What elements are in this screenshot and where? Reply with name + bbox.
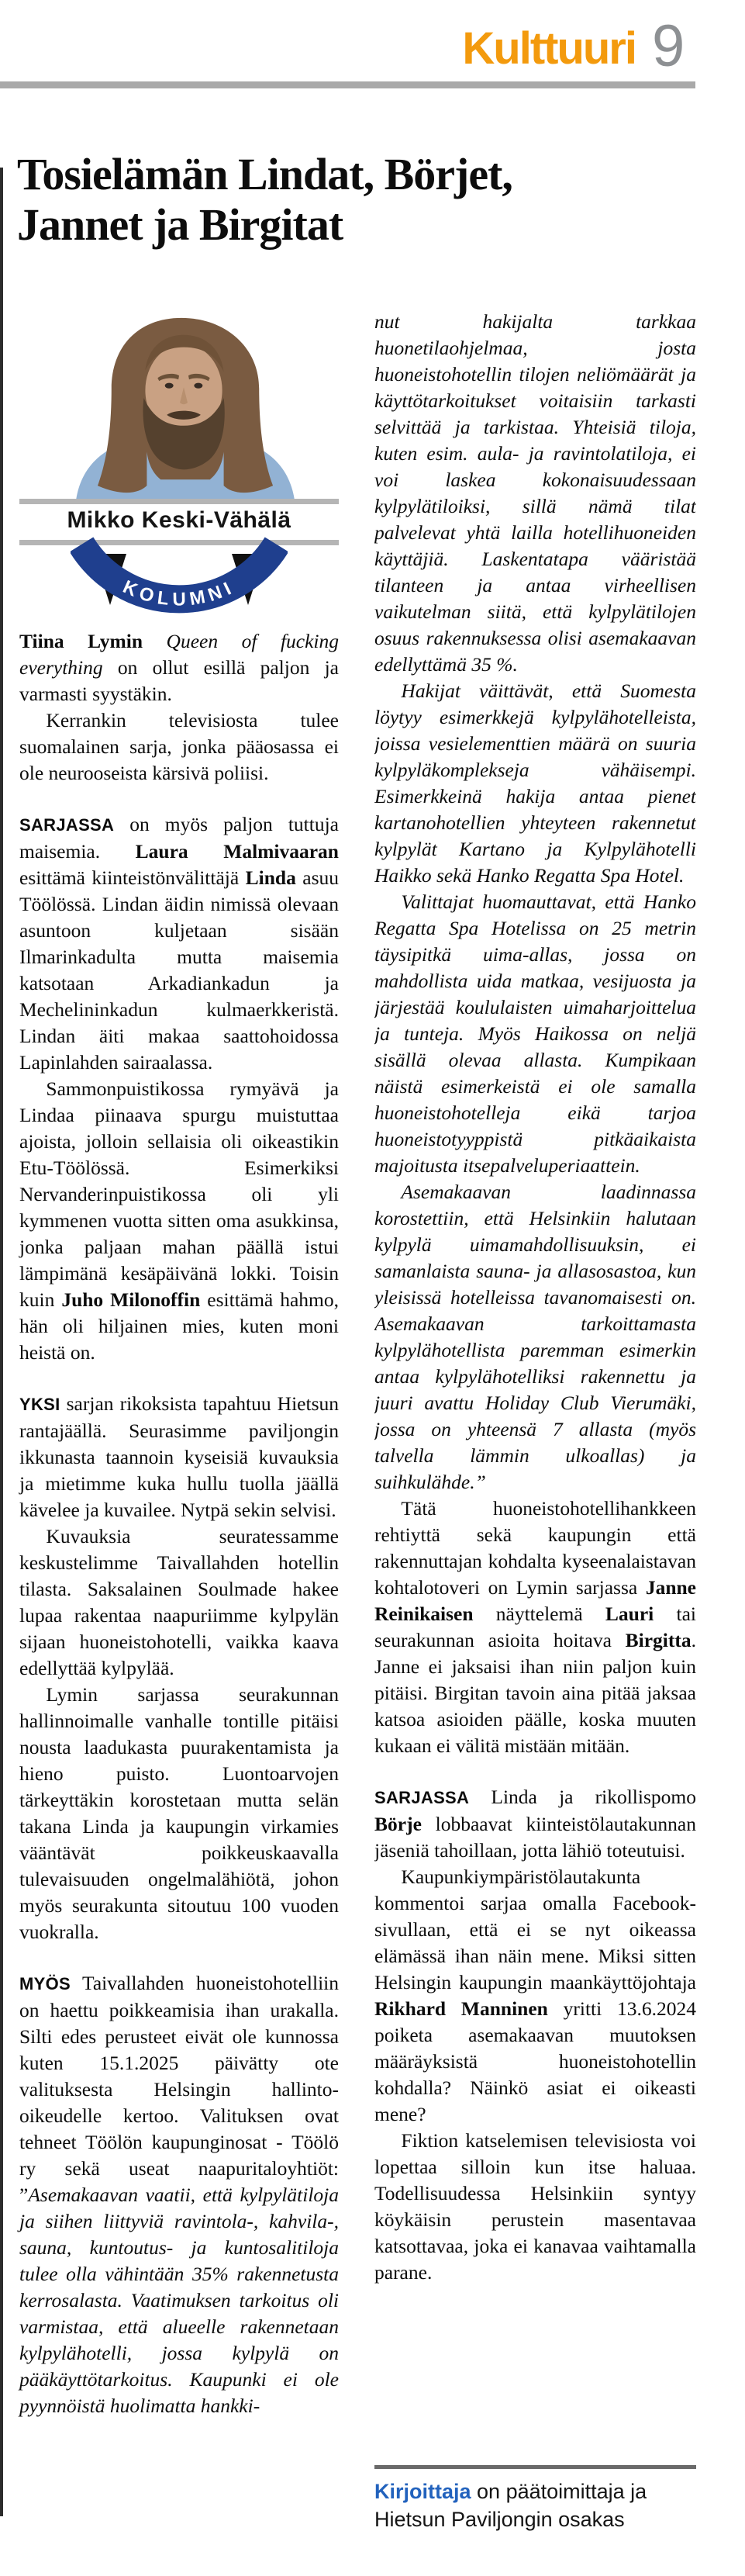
text-run: Hakijat väittävät, että Suomesta löytyy esimerkkejä kylpylähotelleista, joissa vesielementtien määrä on suuria kylpyläkomplekseja vähäisempi. Esimerkkeinä hakija antaa pienet kartanohotellien yhteyteen rakennetut kylpylät Kartano ja Kylpylähotelli Haikko sekä Hanko Regatta Spa Hotel. [374,679,696,887]
paragraph [374,678,696,889]
text-run: Taivallahden huoneistohotelliin on haettu poikkeamisia ihan urakalla. Silti edes perusteet eivät ole kunnossa kuten 15.1.2025 päivätty ote valituksesta Helsingin hallinto-oikeudelle kertoo. Valituksen ovat tehneet Töölön kaupunginosat - Töölö ry sekä useat naapuritaloyhtiöt: ” [19,1972,339,2206]
paragraph [374,1179,696,1495]
text-run: Valittajat huomauttavat, että Hanko Regatta Spa Hotelissa on 25 metrin täysipitkä uima-allas, jossa on mahdollista uida matkaa, vesijuosta ja järjestää koululaisten uimaharjoittelua ja tunteja. Myös Haikossa on neljä sisällä olevaa allasta. Kumpikaan näistä esimerkeistä ei ole samalla huoneistohotelleja eikä tarjoa huoneistotyyppistä pitkäaikaista majoitusta itsepalveluperiaattein. [374,890,696,1177]
header-rule [0,81,695,88]
body-column-left [19,628,339,2419]
lead-in: SARJASSA [374,1788,470,1807]
paragraph [19,1391,339,1523]
text-run: yritti 13.6.2024 poiketa asemakaavan muutoksen määräyksistä huoneistohotellin kohdalla? Näinkö asiat ei oikeasti mene? [374,1997,696,2125]
text-run: Queen of fucking everything [19,630,340,679]
title-line-1: Tosielämän Lindat, Börjet, [17,149,512,199]
text-run: esittämä kiinteistönvälittäjä [19,866,246,889]
section-title: Kulttuuri [462,23,636,74]
text-run: tai seurakunnan asioita hoitava [374,1603,696,1651]
text-run: Kaupunkiympäristölautakunta kommentoi sarjaa omalla Facebook-sivullaan, että ei se nyt oikeassa elämässä ihan näin mene. Miksi sitten Helsingin kaupungin maankäyttöjohtaja [374,1865,696,1993]
paragraph [374,1784,696,1864]
paragraph [374,2128,696,2286]
paragraph [374,889,696,1179]
lead-in: YKSI [19,1395,60,1414]
paragraph [374,309,696,678]
title-line-2: Jannet ja Birgitat [17,199,343,250]
body-column-right [374,309,696,2459]
lead-in: MYÖS [19,1974,71,1993]
text-run: Asemakaavan laadinnassa korostettiin, että Helsinkiin halutaan kylpylä uimamahdollisuuksin, ei samanlaista sauna- ja allasosastoa, kun yleisissä hotelleissa tavanomaisesti on. Asemakaavan tarkoittamasta kylpylähotellista paremman esimerkin antaa kylpylähotelliksi rakennettu ja juuri avattu Holiday Club Vierumäki, jossa on yhteensä 7 allasta (myös talvella lämmin ulkoallas) ja suihkulähde.” [374,1181,696,1493]
article-title [17,149,665,250]
text-run: Kirjoittaja [374,2480,471,2503]
page-number: 9 [652,13,685,79]
paragraph [19,707,339,787]
paragraph [19,1682,339,1945]
paragraph [19,811,339,1076]
paragraph [19,1970,339,2419]
text-run: on myös paljon tuttuja maisemia. [19,813,339,863]
paragraph [374,1495,696,1759]
paragraph [19,1076,339,1366]
kolumni-label: KOLUMNI [119,576,239,610]
footer-byline [374,2477,696,2533]
text-run: lobbaavat kiinteistölautakunnan jäseniä tahoillaan, jotta lähiö toteutuisi. [374,1813,696,1862]
text-run: on ollut esillä paljon ja varmasti syystäkin. [19,656,339,705]
text-run: Linda ja rikollispomo [469,1786,696,1808]
text-run: Kerrankin televisiosta tulee suomalainen sarja, jonka pääosassa ei ole neurooseista kärsivä poliisi. [19,709,339,784]
paragraph [374,1864,696,2128]
author-photo [62,309,309,500]
text-run: Börje [374,1813,422,1835]
text-run: esittämä hahmo, hän oli hiljainen mies, kuten moni heistä on. [19,1288,339,1364]
text-run: Tiina Lymin [19,630,143,652]
eye-left [165,383,174,389]
text-run: sarjan rikoksista tapahtuu Hietsun rantajäällä. Seurasimme paviljongin ikkunasta taannoin kyseisiä kuvauksia ja mietimme kuka hullu tuolla jäällä kävelee ja kuvailee. Nytpä sekin selvisi. [19,1392,339,1521]
eye-right [194,383,202,389]
text-run: Rikhard Manninen [374,1997,548,2020]
text-run [143,630,167,652]
text-run: Sammonpuistikossa rymyävä ja Lindaa piinaava spurgu muistuttaa ajoista, jolloin sellaisia oli oikeastikin Etu-Töölössä. Esimerkiksi Nervanderinpuistikossa oli yli kymmenen vuotta sitten oma asukkinsa, jonka paljaan mahan päällä istui lämpimänä kesäpäivänä lokki. Toisin kuin [19,1077,339,1311]
text-run: Fiktion katselemisen televisiosta voi lopettaa silloin kun itse haluaa. Todellisuudessa Helsinkiin syntyy köykäisin perustein masentavaa katsottavaa, joka ei kanavaa vaihtamalla parane. [374,2129,696,2284]
text-run: . Janne ei jaksaisi ihan niin paljon kuin pitäisi. Birgitan tavoin aina pitää jaksaa katsoa asioiden päälle, koska muuten kukaan ei välitä mistään mitään. [374,1629,696,1757]
text-run: Asemakaavan vaatii, että kylpylätiloja ja siihen liittyviä ravintola-, kahvila-, sauna, kuntoutus- ja kuntosalitiloja tulee olla vähintään 35% rakennetusta kerrosalasta. Vaatimuksen tarkoitus oli varmistaa, että alueelle rakennetaan kylpylähotelli, jossa kylpylä on pääkäyttötarkoitus. Kaupunki ei ole pyynnöistä huolimatta hankki- [19,2184,339,2417]
paragraph [19,1523,339,1682]
left-edge-rule [0,168,3,2516]
text-run: nut hakijalta tarkkaa huonetilaohjelmaa, josta huoneistohotellin tilojen neliömäärät ja käyttötarkoitukset voitaisiin tarkasti selvittää ja tarkistaa. Yhteisiä tiloja, kuten esim. aula- ja ravintolatiloja, ei voi laskea kokonaisuudessaan kylpylätiloiksi, sillä nämä tilat palvelevat yhtä lailla hotellihuoneiden käyttäjiä. Laskentatapa vääristää tilanteen ja antaa virheellisen vaikutelman siitä, että kylpylätilojen osuus rakennuksessa olisi asemakaavan edellyttämä 35 %. [374,310,696,676]
text-run: Birgitta [625,1629,692,1651]
paragraph [19,628,339,707]
text-run: on päätoimittaja ja Hietsun Paviljongin osakas [374,2480,647,2531]
text-run: Tätä huoneistohotellihankkeen rehtiyttä sekä kaupungin että rakennuttajan kohdalta kyseenalaistavan kohtalotoveri on Lymin sarjassa [374,1497,696,1599]
text-run: Laura Malmivaaran [135,840,339,863]
text-run: Janne Reinikaisen [374,1576,696,1625]
author-rule-top [19,499,339,504]
text-run: Lauri [605,1603,654,1625]
lead-in: SARJASSA [19,815,115,835]
text-run: Kuvauksia seuratessamme keskustelimme Taivallahden hotellin tilasta. Saksalainen Soulmade hakee lupaa rakentaa naapuriimme kylpylän sijaan huoneistohotelli, vaikka kaava edellyttää kylpylää. [19,1525,339,1679]
kolumni-ribbon [71,534,288,614]
author-name: Mikko Keski-Vähälä [67,507,291,533]
text-run: Lymin sarjassa seurakunnan hallinnoimalle vanhalle tontille pitäisi nousta laadukasta puurakentamista ja hieno puisto. Luontoarvojen tärkeyttäkin korostetaan mutta selän takana Linda ja kaupungin virkamies vääntävät poikkeuskaavalla tulevaisuuden ongelmalähiötä, johon myös seurakunta sitoutuu 100 vuoden vuokralla. [19,1683,339,1943]
text-run: asuu Töölössä. Lindan äidin nimissä olevaan asuntoon kuljetaan sisään Ilmarinkadulta mutta maisemia katsotaan Arkadiankadun ja Mechelininkadun kulmaerkkeristä. Lindan äiti makaa saattohoidossa Lapinlahden sairaalassa. [19,866,339,1074]
text-run: näyttelemä [473,1603,605,1625]
footer-rule [374,2465,696,2469]
text-run: Linda [245,866,296,889]
text-run: Juho Milonoffin [61,1288,201,1311]
